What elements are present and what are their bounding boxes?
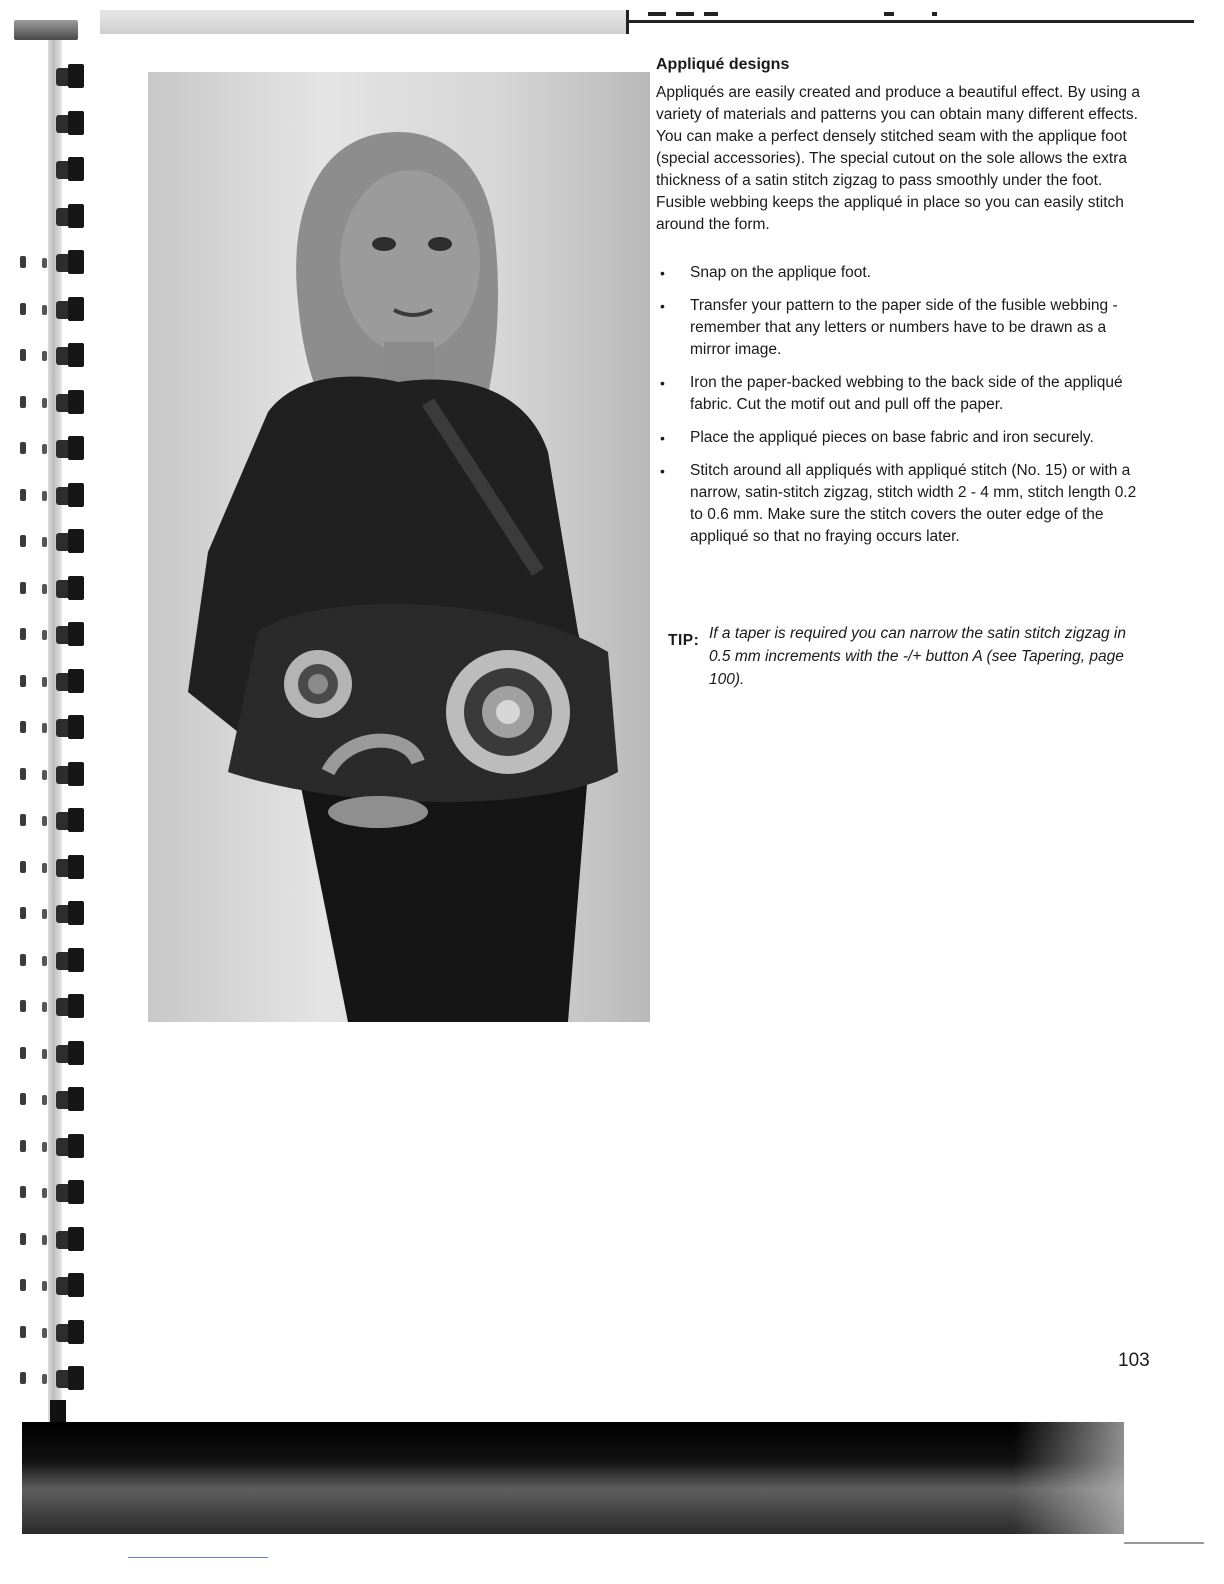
bottom-edge-rule bbox=[1124, 1542, 1204, 1544]
header-fragment bbox=[884, 12, 894, 16]
binding-hole bbox=[42, 1281, 47, 1291]
binding-coil bbox=[56, 669, 84, 693]
binding-hole bbox=[20, 768, 26, 780]
binding-hole bbox=[20, 303, 26, 315]
bullet-mark: • bbox=[660, 375, 665, 391]
binding-hole bbox=[42, 1002, 47, 1012]
binding-coil bbox=[56, 483, 84, 507]
binding-coil bbox=[56, 901, 84, 925]
list-item bbox=[656, 427, 1142, 449]
binding-hole bbox=[20, 582, 26, 594]
binding-coil bbox=[56, 1320, 84, 1344]
list-item-text: Place the appliqué pieces on base fabric and iron securely. bbox=[690, 429, 1094, 446]
binding-coil bbox=[56, 1087, 84, 1111]
binding-hole bbox=[20, 628, 26, 640]
list-item bbox=[656, 295, 1142, 361]
binding-hole bbox=[20, 675, 26, 687]
instruction-list bbox=[656, 262, 1142, 559]
header-fragment bbox=[704, 12, 718, 16]
list-item-text: Snap on the applique foot. bbox=[690, 264, 871, 281]
binding-coil bbox=[56, 622, 84, 646]
binding-hole bbox=[20, 1047, 26, 1059]
bullet-mark: • bbox=[660, 463, 665, 479]
tip-text: If a taper is required you can narrow the satin stitch zigzag in 0.5 mm increments with the -/+ button A (see Tapering, page 100). bbox=[709, 625, 1126, 688]
bullet-mark: • bbox=[660, 298, 665, 314]
binding-hole bbox=[20, 442, 26, 454]
binding-coil bbox=[56, 1227, 84, 1251]
bottom-edge-line bbox=[128, 1557, 268, 1558]
binding-coil bbox=[56, 1134, 84, 1158]
list-item bbox=[656, 372, 1142, 416]
binding-coil bbox=[56, 1041, 84, 1065]
binding-coil bbox=[56, 855, 84, 879]
binding-coil bbox=[56, 111, 84, 135]
binding-coil bbox=[56, 64, 84, 88]
binding-hole bbox=[42, 305, 47, 315]
binding-hole bbox=[42, 723, 47, 733]
binding-coil bbox=[56, 762, 84, 786]
list-item-text: Iron the paper-backed webbing to the back side of the appliqué fabric. Cut the motif out and pull off the paper. bbox=[690, 374, 1123, 413]
binding-coil bbox=[56, 1180, 84, 1204]
binding-coil bbox=[56, 715, 84, 739]
binding-hole bbox=[42, 677, 47, 687]
binding-hole bbox=[42, 444, 47, 454]
binding-coil bbox=[56, 204, 84, 228]
binding-hole bbox=[20, 396, 26, 408]
binding-hole bbox=[42, 1374, 47, 1384]
binding-hole bbox=[20, 1000, 26, 1012]
binding-hole bbox=[20, 1186, 26, 1198]
section-heading: Appliqué designs bbox=[656, 56, 790, 73]
list-item-text: Stitch around all appliqués with appliqué stitch (No. 15) or with a narrow, satin-stitch zigzag, stitch width 2 - 4 mm, stitch length 0.2 to 0.6 mm. Make sure the stitch covers the outer edge of the appliqué so that no fraying occurs later. bbox=[690, 462, 1137, 545]
binding-hole bbox=[20, 1372, 26, 1384]
binding-hole bbox=[20, 954, 26, 966]
bottom-decorative-band bbox=[22, 1422, 1124, 1534]
binding-hole bbox=[42, 351, 47, 361]
binding-coil bbox=[56, 529, 84, 553]
binding-hole bbox=[42, 537, 47, 547]
header-fragment bbox=[932, 12, 937, 16]
header-fragment bbox=[676, 12, 694, 16]
binding-hole bbox=[20, 814, 26, 826]
binding-hole bbox=[42, 816, 47, 826]
binding-hole bbox=[42, 398, 47, 408]
binding-hole bbox=[42, 1095, 47, 1105]
eye bbox=[428, 237, 452, 251]
header-fragment bbox=[648, 12, 666, 16]
binding-coil bbox=[56, 390, 84, 414]
binding-hole bbox=[42, 1049, 47, 1059]
binding-coil bbox=[56, 1273, 84, 1297]
binding-hole bbox=[42, 491, 47, 501]
binding-hole bbox=[42, 630, 47, 640]
binding-coil bbox=[56, 436, 84, 460]
binding-hole bbox=[42, 909, 47, 919]
binding-hole bbox=[20, 1233, 26, 1245]
binding-coil bbox=[56, 157, 84, 181]
binding-hole bbox=[20, 1140, 26, 1152]
header-rule bbox=[626, 20, 1194, 23]
binding-hole bbox=[42, 770, 47, 780]
binding-hole bbox=[42, 584, 47, 594]
face bbox=[340, 170, 480, 354]
tip-label: TIP: bbox=[668, 632, 700, 649]
binding-hole bbox=[42, 1188, 47, 1198]
band-fade bbox=[1014, 1422, 1124, 1534]
binding-hole bbox=[20, 349, 26, 361]
binding-hole bbox=[20, 1093, 26, 1105]
binding-hole bbox=[42, 1142, 47, 1152]
page-number: 103 bbox=[1118, 1350, 1150, 1371]
binding-hole bbox=[42, 1235, 47, 1245]
binding-hole bbox=[20, 907, 26, 919]
binding-hole bbox=[20, 721, 26, 733]
bullet-mark: • bbox=[660, 265, 665, 281]
model-photo-illustration bbox=[148, 72, 650, 1022]
hand bbox=[328, 796, 428, 828]
binding-coil bbox=[56, 994, 84, 1018]
binding-coil bbox=[56, 808, 84, 832]
binding-coil bbox=[56, 297, 84, 321]
binding-coil bbox=[56, 250, 84, 274]
binding-hole bbox=[42, 1328, 47, 1338]
binding-hole bbox=[20, 1279, 26, 1291]
header-bar bbox=[100, 10, 626, 34]
binding-coil bbox=[56, 576, 84, 600]
bag-flower bbox=[284, 650, 352, 718]
binding-hole bbox=[20, 489, 26, 501]
list-item bbox=[656, 262, 1142, 284]
binding-hole bbox=[42, 258, 47, 268]
binding-coil bbox=[56, 948, 84, 972]
list-item-text: Transfer your pattern to the paper side of the fusible webbing - remember that any letters or numbers have to be drawn as a mirror image. bbox=[690, 297, 1118, 358]
binding-hole bbox=[20, 1326, 26, 1338]
binding-hole bbox=[42, 863, 47, 873]
spiral-binding bbox=[0, 0, 100, 1430]
binding-coil bbox=[56, 343, 84, 367]
binding-hole bbox=[42, 956, 47, 966]
binding-coil bbox=[56, 1366, 84, 1390]
binding-hole bbox=[20, 861, 26, 873]
model-photo bbox=[148, 72, 650, 1022]
intro-paragraph: Appliqués are easily created and produce a beautiful effect. By using a variety of materials and patterns you can obtain many different effects. You can make a perfect densely stitched seam with the applique foot (special accessories). The special cutout on the sole allows the extra thickness of a satin stitch zigzag to pass smoothly under the foot. Fusible webbing keeps the appliqué in place so you can easily stitch around the form. bbox=[656, 84, 1140, 233]
binding-hole bbox=[20, 535, 26, 547]
binding-hole bbox=[20, 256, 26, 268]
list-item bbox=[656, 460, 1142, 548]
eye bbox=[372, 237, 396, 251]
bullet-mark: • bbox=[660, 430, 665, 446]
binding-top-cap bbox=[14, 20, 78, 40]
bag-flower bbox=[446, 650, 570, 774]
